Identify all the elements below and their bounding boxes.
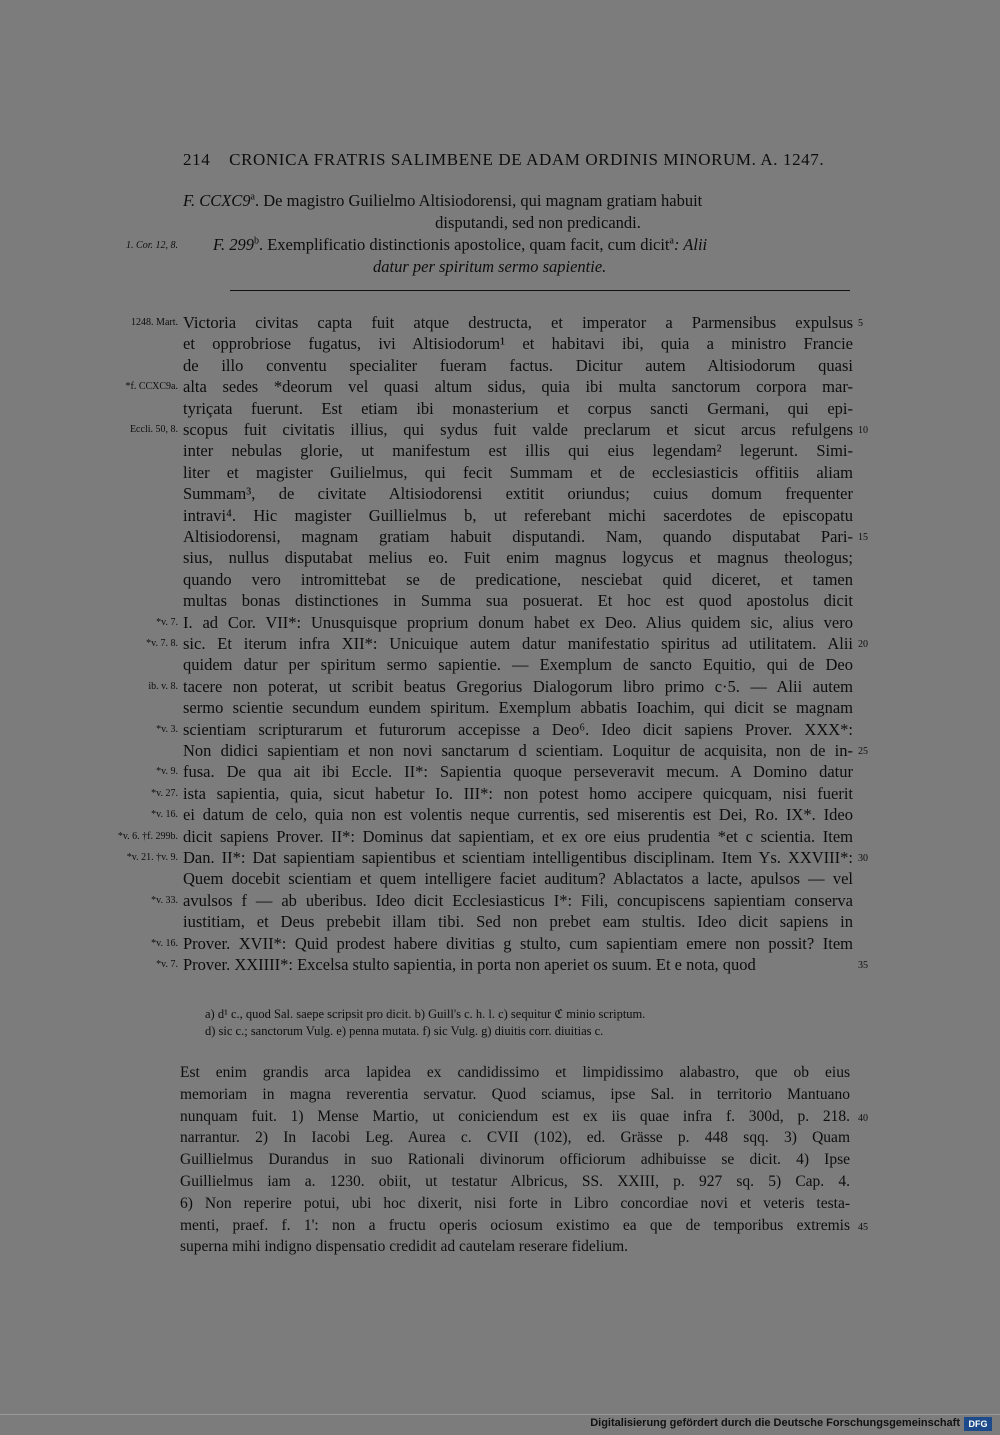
commentary-line: menti, praef. f. 1': non a fructu operis ociosum existimo ea que de temporibus extremis — [180, 1216, 850, 1234]
text-line: sermo scientie secundum eundem spiritum. Exemplum abbatis Ioachim, qui dicit se magnam — [183, 698, 853, 718]
text-line: liter et magister Guilielmus, qui fecit Summam et de ecclesiasticis offitiis aliam — [183, 462, 853, 482]
margin-reference: 1248. Mart. — [131, 317, 178, 328]
folio-sup: b — [253, 235, 259, 247]
folio-label: F. CCXC9 — [183, 191, 251, 210]
line-number: 35 — [858, 960, 868, 971]
commentary-line: nunquam fuit. 1) Mense Martio, ut coniciendum est ex iis quae infra f. 300d, p. 218. — [180, 1107, 850, 1125]
margin-reference: *v. 21. †v. 9. — [126, 852, 178, 863]
footnote-line: d) sic c.; sanctorum Vulg. e) penna mutata. f) sic Vulg. g) diuitis corr. diuitias c. — [205, 1024, 604, 1038]
entry-continuation: disputandi, sed non predicandi. — [435, 213, 641, 232]
text-line: de illo conventu specialiter fueram factus. Dicitur autem Altisiodorum quasi — [183, 355, 853, 375]
line-number: 10 — [858, 425, 868, 436]
footer-bar — [0, 1414, 1000, 1435]
folio-sup: a — [250, 191, 255, 203]
line-number: 40 — [858, 1112, 868, 1124]
line-number: 20 — [858, 639, 868, 650]
text-line: sic. Et iterum infra XII*: Unicuique autem datur manifestatio spiritus ad utilitatem. Alii — [183, 634, 853, 653]
text-line: scopus fuit civitatis illius, qui sydus fuit valde preclarum et sicut arcus refulgens — [183, 420, 853, 439]
footer-credit: Digitalisierung gefördert durch die Deutsche Forschungsgemeinschaft — [590, 1417, 960, 1429]
text-line: quando vero intromittebat se de predicatione, nesciebat quid diceret, et tamen — [183, 569, 853, 589]
entry-sup: a — [669, 235, 674, 247]
entry-text: De magistro Guilielmo Altisiodorensi, qui magnam gratiam habuit — [263, 191, 703, 210]
line-number: 30 — [858, 853, 868, 864]
text-line: Prover. XVII*: Quid prodest habere divitias g stulto, cum sapientiam emere non possit? Item — [183, 933, 853, 953]
text-line: iustitiam, et Deus prebebit illam tibi. Sed non prebet eam stultis. Ideo dicit sapiens in — [183, 912, 853, 932]
commentary-line: superna mihi indigno dispensatio credidit ad cautelam reserare fidelium. — [180, 1238, 629, 1256]
text-line: tacere non poterat, ut scribit beatus Gregorius Dialogorum libro primo c·5. — Alii autem — [183, 676, 853, 696]
text-line: multas bonas distinctiones in Summa sua posuerat. Et hoc est quod apostolus dicit — [183, 591, 853, 611]
commentary-line: narrantur. 2) In Iacobi Leg. Aurea c. CVII (102), ed. Grässe p. 448 sqq. 3) Quam — [180, 1129, 850, 1147]
margin-reference: *v. 7. 8. — [146, 638, 178, 649]
commentary-line: Est enim grandis arca lapidea ex candidissimo et limpidissimo alabastro, que ob eius — [180, 1064, 850, 1081]
contents-entry: F. 299$^b$. Exemplificatio distinctionis apostolice, quam facit, cum dicit$^a$: Alii datur per spiritum sermo sapientie. — [183, 234, 853, 278]
text-line: Prover. XXIIII*: Excelsa stulto sapientia, in porta non aperiet os suum. Et e nota, quod — [183, 955, 756, 974]
text-line: Summam³, de civitate Altisiodorensi extitit oriundus; cuius domum frequenter — [183, 484, 853, 504]
margin-reference: *v. 16. — [151, 937, 178, 949]
page-number: 214 — [183, 150, 211, 169]
commentary-line: Guillielmus iam a. 1230. obiit, ut testatur Albricus, SS. XXIII, p. 927 sq. 5) Cap. 4. — [180, 1173, 850, 1190]
line-number: 15 — [858, 532, 868, 543]
text-line: fusa. De qua ait ibi Eccle. II*: Sapientia quoque perseveravit mecum. A Domino datur — [183, 762, 853, 782]
line-number: 45 — [858, 1221, 868, 1233]
text-line: alta sedes *deorum vel quasi altum sidus, quia ibi multa sanctorum corpora mar- — [183, 377, 853, 397]
line-number: 25 — [858, 746, 868, 757]
text-line: quidem datur per spiritum sermo sapientie. — Exemplum de sancto Equitio, qui de Deo — [183, 655, 853, 675]
text-line: tyriçata fuerunt. Est etiam ibi monasterium et corpus sancti Germani, qui epi- — [183, 398, 853, 418]
text-line: I. ad Cor. VII*: Unusquisque proprium donum habet ex Deo. Alius quidem sic, alius vero — [183, 612, 853, 632]
line-number: 5 — [858, 318, 863, 329]
margin-reference: *v. 33. — [151, 894, 178, 906]
running-title: CRONICA FRATRIS SALIMBENE DE ADAM ORDINIS MINORUM. — [229, 150, 757, 169]
margin-reference: ib. v. 8. — [148, 680, 178, 692]
margin-reference: 1. Cor. 12, 8. — [126, 240, 178, 251]
margin-reference: *v. 27. — [151, 787, 178, 799]
text-line: ista sapientia, quia, sicut habetur Io. III*: non potest homo accipere quicquam, nisi fuerit — [183, 783, 853, 803]
text-line: et opprobriose fugatus, ivi Altisiodorum¹ et habitavi ibi, quia a ministro Francie — [183, 334, 853, 354]
margin-reference: *f. CCXC9a. — [125, 381, 178, 393]
entry-text-italic: : Alii — [673, 235, 708, 254]
text-line: Victoria civitas capta fuit atque destructa, et imperator a Parmensibus expulsus — [183, 313, 853, 332]
entry-text: Exemplificatio distinctionis apostolice, quam facit, cum dicit — [267, 235, 670, 254]
margin-reference: *v. 7. — [156, 616, 178, 628]
margin-reference: Eccli. 50, 8. — [129, 424, 178, 435]
chapter-contents — [183, 190, 853, 278]
margin-reference: *v. 3. — [156, 723, 178, 735]
text-line: Non didici sapientiam et non novi sanctarum d scientiam. Loquitur de acquisita, non de in- — [183, 741, 853, 760]
margin-reference: *v. 16. — [151, 809, 178, 821]
entry-continuation: datur per spiritum sermo sapientie. — [373, 257, 607, 276]
margin-reference: *v. 6. †f. 299b. — [117, 830, 178, 842]
text-line: Quem docebit scientiam et quem intelligere faciet auditum? Ablactatos a lacte, apulsos — vel — [183, 869, 853, 889]
footnote-line: a) d¹ c., quod Sal. saepe scripsit pro dicit. b) Guill's c. h. l. c) sequitur ℭ minio scriptum. — [205, 1007, 646, 1021]
commentary-line: 6) Non reperire potui, ubi hoc dixerit, nisi forte in Libro concordiae novi et veteris testa- — [180, 1194, 850, 1212]
commentary-line: memoriam in magna reverentia servatur. Quod sciamus, ipse Sal. in territorio Mantuano — [180, 1085, 850, 1103]
folio-label: F. 299 — [213, 235, 254, 254]
running-year: A. 1247. — [760, 150, 825, 169]
running-head — [183, 150, 853, 170]
text-line: Dan. II*: Dat sapientiam sapientibus et scientiam intelligentibus disciplinam. Item Ys. XXVIII*: — [183, 848, 853, 867]
commentary-line: Guillielmus Durandus in suo Rationali divinorum officiorum adhibuisse se dicit. 4) Ipse — [180, 1151, 850, 1169]
text-line: Altisiodorensi, magnam gratiam habuit disputandi. Nam, quando disputabat Pari- — [183, 527, 853, 546]
text-line: scientiam scripturarum et futurorum accepisse a Deo⁶. Ideo dicit sapiens Prover. XXX*: — [183, 719, 853, 739]
text-line: sius, nullus disputabat melius eo. Fuit enim magnus logycus et magnus theologus; — [183, 548, 853, 568]
dfg-logo: DFG — [964, 1417, 992, 1431]
margin-reference: *v. 7. — [156, 959, 178, 970]
text-line: avulsos f — ab uberibus. Ideo dicit Ecclesiasticus I*: Fili, concupiscens sapientiam conserva — [183, 890, 853, 910]
separator-rule — [230, 290, 850, 291]
text-line: intravi⁴. Hic magister Guillielmus b, ut referebant michi sacerdotes de episcopatu — [183, 505, 853, 525]
text-line: inter nebulas glorie, ut manifestum est illis qui eius legendam² legerunt. Simi- — [183, 441, 853, 461]
text-line: ei datum de celo, quia non est volentis neque currentis, sed miserentis est Dei, Ro. IX*. Ideo — [183, 805, 853, 825]
margin-reference: *v. 9. — [156, 766, 178, 778]
text-line: dicit sapiens Prover. II*: Dominus dat sapientiam, et ex ore eius prudentia *et c scientia. Item — [183, 826, 853, 846]
contents-entry: F. CCXC9$^a$. De magistro Guilielmo Altisiodorensi, qui magnam gratiam habuit disputandi, sed non predicandi. — [183, 190, 853, 234]
